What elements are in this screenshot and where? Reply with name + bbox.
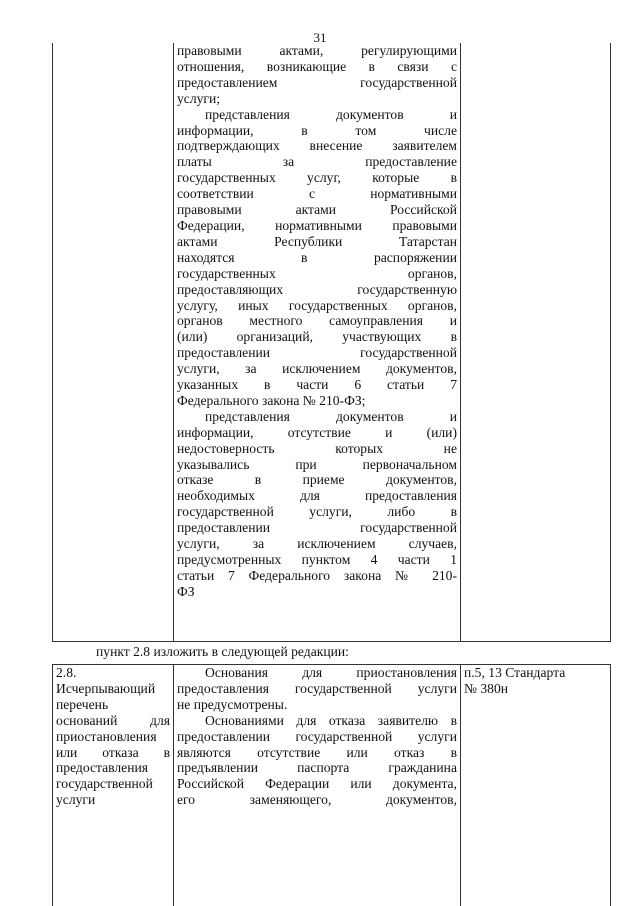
section-text-line: Российской Федерации или документа,: [177, 776, 457, 792]
text-line: необходимых для предоставления: [177, 488, 457, 504]
section-text-cell: [174, 665, 461, 906]
section-title-line: Исчерпывающий: [56, 680, 156, 696]
text-line: представления документов и: [205, 408, 457, 424]
text-line: отказе в приеме документов,: [177, 472, 457, 488]
section-title-line: или отказа в: [56, 744, 170, 760]
text-line: информации, отсутствие и (или): [177, 424, 457, 440]
text-line: услуги;: [177, 90, 221, 106]
section-title-line: приостановления: [56, 728, 157, 744]
section-title-cell: [53, 665, 174, 906]
text-line: органов местного самоуправления и: [177, 313, 457, 329]
section-title-line: оснований для: [56, 712, 170, 728]
section-reference-cell: [461, 665, 611, 906]
text-line: предоставлением государственной: [177, 74, 457, 90]
section-text-line: являются отсутствие или отказ в: [177, 744, 457, 760]
text-line: предоставлении государственной: [177, 345, 457, 361]
page-number: 31: [313, 30, 327, 45]
section-text-line: Основания для приостановления: [205, 665, 457, 680]
text-line: статьи 7 Федерального закона № 210-: [177, 567, 457, 583]
section-text-line: Основаниями для отказа заявителю в: [205, 712, 457, 728]
text-line: Федерации, нормативными правовыми: [177, 217, 457, 233]
text-line: подтверждающих внесение заявителем: [177, 138, 457, 154]
section-text-line: его заменяющего, документов,: [177, 792, 457, 808]
text-line: отношения, возникающие в связи с: [177, 58, 457, 74]
table1-col3-cell: [461, 43, 611, 641]
text-line: актами Республики Татарстан: [177, 233, 457, 249]
section-2-8-table: [52, 664, 611, 906]
text-line: представления документов и: [205, 106, 457, 122]
text-line: информации, в том числе: [177, 122, 457, 138]
section-text-line: предъявлении паспорта гражданина: [177, 760, 457, 776]
text-line: государственных услуг, которые в: [177, 170, 457, 186]
section-title-line: предоставления: [56, 760, 149, 776]
text-line: государственной услуги, либо в: [177, 504, 457, 520]
text-line: предоставлении государственной: [177, 520, 457, 536]
text-line: услуги, за исключением документов,: [177, 361, 457, 377]
section-text-line: предоставлении государственной услуги: [177, 728, 457, 744]
text-line: указанных в части 6 статьи 7: [177, 377, 457, 393]
text-line: ФЗ: [177, 583, 195, 599]
reference-line: № 380н: [464, 680, 509, 696]
text-line: платы за предоставление: [177, 154, 457, 170]
redaction-instruction: пункт 2.8 изложить в следующей редакции:: [96, 644, 349, 659]
reference-line: п.5, 13 Стандарта: [464, 665, 566, 680]
table1-col1-cell: [53, 43, 174, 641]
text-line: соответствии с нормативными: [177, 186, 457, 202]
section-text-line: предоставления государственной услуги: [177, 680, 457, 696]
text-line: услуги, за исключением случаев,: [177, 536, 457, 552]
text-line: Федерального закона № 210-ФЗ;: [177, 392, 366, 408]
section-title-line: услуги: [56, 792, 96, 808]
text-line: указывались при первоначальном: [177, 456, 457, 472]
requirements-table-continued: [52, 43, 611, 642]
text-line: правовыми актами Российской: [177, 202, 457, 218]
section-title-line: государственной: [56, 776, 153, 792]
text-line: услугу, иных государственных органов,: [177, 297, 457, 313]
text-line: правовыми актами, регулирующими: [177, 43, 457, 58]
section-title-line: 2.8.: [56, 665, 77, 680]
text-line: находятся в распоряжении: [177, 249, 457, 265]
section-text-line: не предусмотрены.: [177, 696, 288, 712]
text-line: государственных органов,: [177, 265, 457, 281]
text-line: недостоверность которых не: [177, 440, 457, 456]
text-line: (или) организаций, участвующих в: [177, 329, 457, 345]
text-line: предусмотренных пунктом 4 части 1: [177, 552, 457, 567]
section-title-line: перечень: [56, 696, 109, 712]
text-line: предоставляющих государственную: [177, 281, 457, 297]
table1-text-cell: [174, 43, 461, 641]
